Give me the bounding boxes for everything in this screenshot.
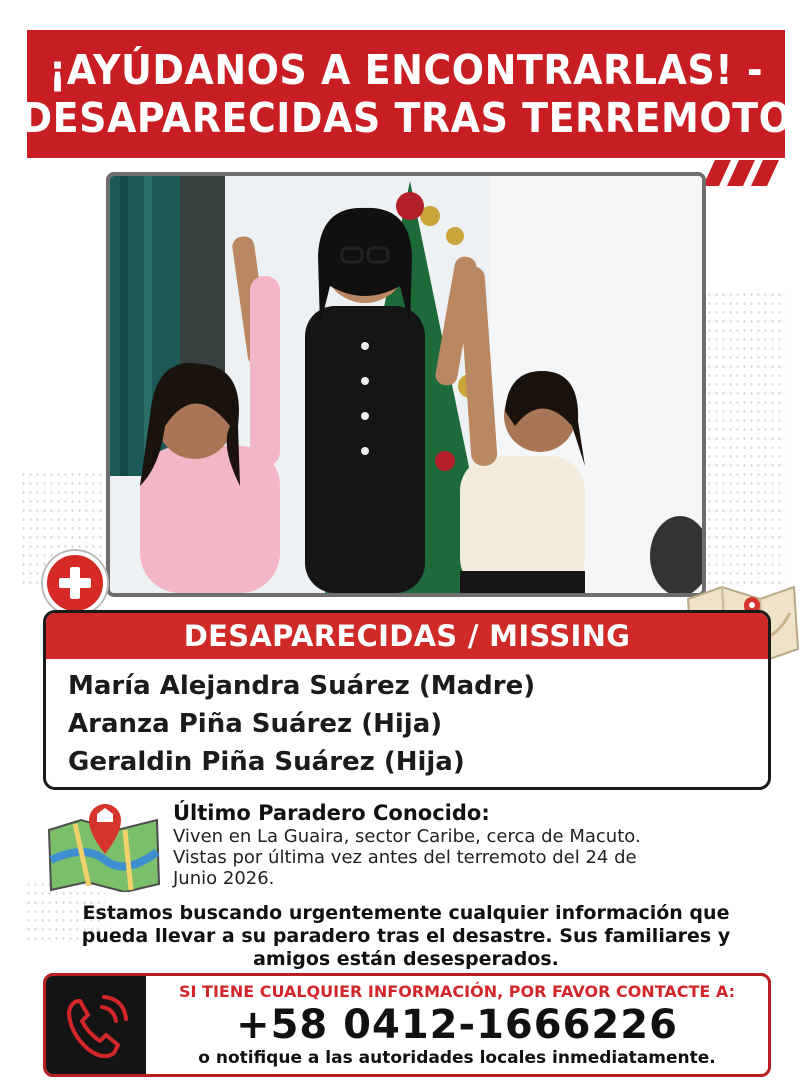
contact-text [146,976,768,1074]
phone-icon [58,987,134,1063]
map-pin-icon [45,800,163,892]
missing-name-daughter-2: Geraldin Piña Suárez (Hija) [68,747,465,777]
last-known-line-1: Viven en La Guaira, sector Caribe, cerca de Macuto. [173,826,641,847]
contact-instruction: SI TIENE CUALQUIER INFORMACIÓN, POR FAVOR CONTACTE A: [179,981,735,1001]
title-banner [20,30,792,158]
plus-cross-icon [43,551,107,615]
missing-name-mother: María Alejandra Suárez (Madre) [68,671,536,701]
title-line-2: DESAPARECIDAS TRAS TERREMOTO [20,94,792,142]
family-photo [106,172,706,597]
urgent-line-3: amigos están desesperados. [253,948,559,970]
last-known-title: Último Paradero Conocido: [173,801,490,825]
urgent-line-1: Estamos buscando urgentemente cualquier información que [82,902,730,924]
contact-panel [43,973,771,1077]
last-known-line-3: Junio 2026. [173,868,275,889]
contact-authorities-note: o notifique a las autoridades locales inmediatamente. [198,1047,716,1068]
missing-header: DESAPARECIDAS / MISSING [46,613,768,659]
phone-number[interactable]: +58 0412-1666226 [236,1001,678,1048]
title-line-1: ¡AYÚDANOS A ENCONTRARLAS! - [48,46,764,94]
phone-icon-panel [46,976,146,1074]
missing-persons-panel [43,610,771,790]
urgent-message [30,902,782,971]
names-list [46,659,768,781]
texture-right [706,290,786,590]
missing-name-daughter-1: Aranza Piña Suárez (Hija) [68,709,443,739]
urgent-line-2: pueda llevar a su paradero tras el desastre. Sus familiares y [81,925,731,947]
decorative-stripes [705,160,785,186]
last-known-line-2: Vistas por última vez antes del terremoto del 24 de [173,847,637,868]
last-known-details [173,826,773,889]
